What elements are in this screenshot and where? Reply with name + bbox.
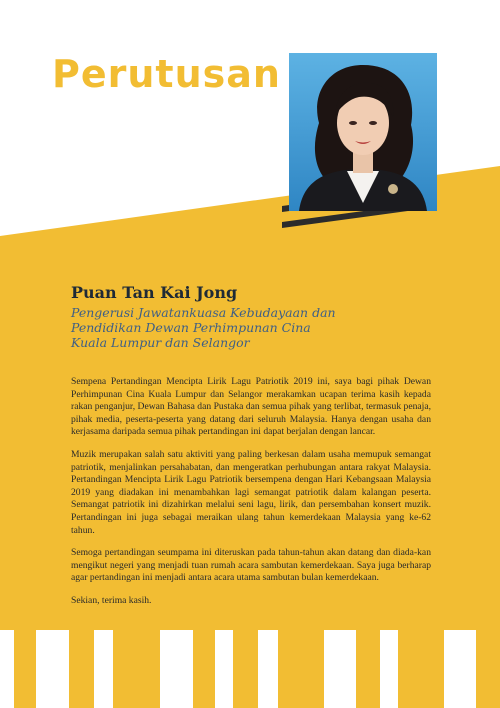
message-paragraph: Muzik merupakan salah satu aktiviti yang paling berkesan dalam usaha memupuk semangat patriotik, menjalinkan persahabatan, dan mengeratkan perhubungan antara rakyat Malaysia. Pertandingan Mencipta Lirik Lagu Patriotik bersempena dengan Hari Kebangsaan Malaysia 2019 yang diadakan ini menambahkan lagi semangat patriotik dalam kalangan peserta. Semangat patriotik ini dizahirkan melalui seni lagu, lirik, dan persembahan konsert muzik. Pertandingan ini juga sebagai meraikan ulang tahun kemerdekaan Malaysia yang ke-62 tahun. <box>71 448 431 536</box>
role-line: Kuala Lumpur dan Selangor <box>71 335 250 350</box>
stripe-bar <box>215 630 233 708</box>
stripe-bar <box>258 630 278 708</box>
message-paragraph: Sempena Pertandingan Mencipta Lirik Lagu Patriotik 2019 ini, saya bagi pihak Dewan Perhimpunan Cina Kuala Lumpur dan Selangor merakamkan ucapan terima kasih kepada rakan penganjur, Dewan Bahasa dan Pustaka dan semua pihak yang terlibat, termasuk penaja, pihak media, peserta-peserta yang datang dari seluruh Malaysia. Hanya dengan usaha dan kerjasama daripada semua pihak pertandingan ini dapat berjalan dengan lancar. <box>71 376 431 438</box>
role-line: Pendidikan Dewan Perhimpunan Cina <box>71 320 311 335</box>
stripe-bar <box>380 630 398 708</box>
person-role <box>71 305 371 350</box>
page-title: Perutusan <box>52 52 281 96</box>
stripe-bar <box>36 630 69 708</box>
stripe-bar <box>0 630 14 708</box>
person-name: Puan Tan Kai Jong <box>71 283 238 302</box>
stripe-bar <box>324 630 356 708</box>
stripe-bar <box>94 630 113 708</box>
portrait-photo <box>289 53 437 211</box>
role-line: Pengerusi Jawatankuasa Kebudayaan dan <box>71 305 336 320</box>
message-body <box>71 376 431 618</box>
message-paragraph: Sekian, terima kasih. <box>71 594 152 606</box>
stripe-bar <box>444 630 476 708</box>
bottom-stripes <box>0 630 500 708</box>
stripe-bar <box>160 630 193 708</box>
message-paragraph: Semoga pertandingan seumpama ini diteruskan pada tahun-tahun akan datang dan diada-kan mengikut negeri yang menjadi tuan rumah acara sambutan kemerdekaan. Saya juga berharap agar pertandingan ini menjadi antara acara utama sambutan bulan kemerdekaan. <box>71 547 431 584</box>
